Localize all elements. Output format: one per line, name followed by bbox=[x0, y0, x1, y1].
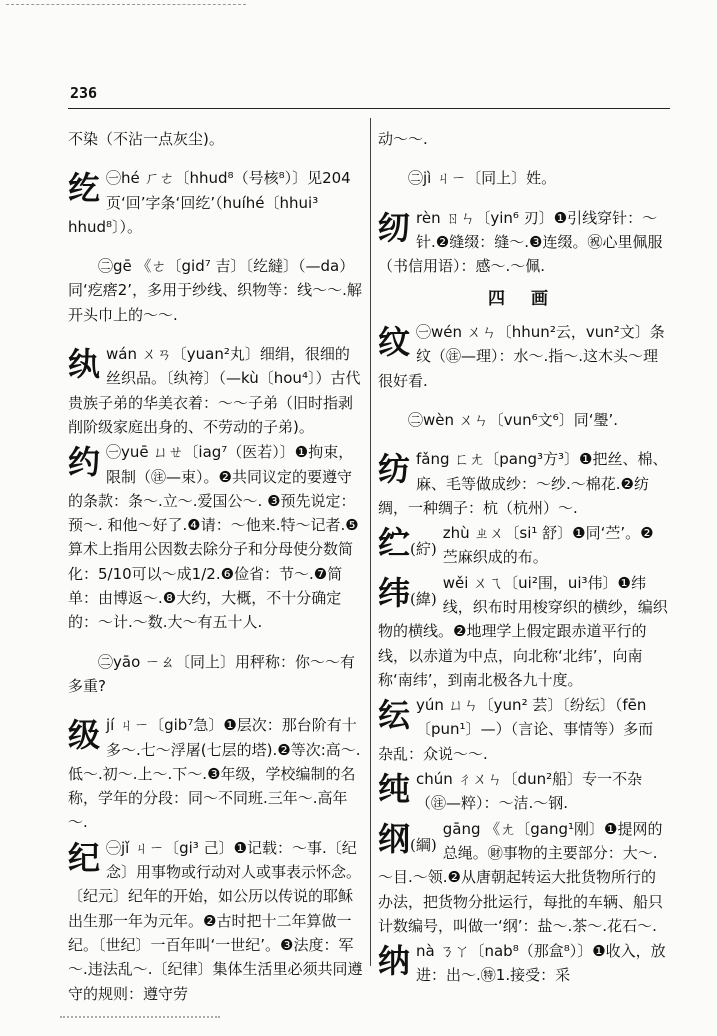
headword-char: 纭 bbox=[378, 696, 411, 735]
headword-char: 纨 bbox=[68, 345, 101, 384]
headword-char: 约 bbox=[68, 443, 101, 482]
entry-headword bbox=[68, 345, 101, 384]
entry-definition: zhù ㄓㄨ〔si¹ 舒〕❶同‘苎’。❷苎麻织成的布。 bbox=[442, 524, 654, 567]
headword-char: 纺 bbox=[378, 450, 411, 489]
headword-char: 纯 bbox=[378, 770, 411, 809]
dictionary-entry bbox=[68, 166, 364, 239]
page-number: 236 bbox=[70, 84, 98, 102]
header-rule bbox=[68, 108, 670, 109]
headword-char: 纥 bbox=[68, 169, 101, 208]
dictionary-entry bbox=[68, 342, 364, 439]
dictionary-entry bbox=[378, 521, 668, 570]
continued-text: 动～～. bbox=[378, 130, 428, 148]
dictionary-entry bbox=[378, 767, 668, 816]
dictionary-entry bbox=[378, 320, 668, 393]
headword-variant: (紵) bbox=[410, 540, 437, 559]
headword-char: 级 bbox=[68, 716, 101, 755]
dictionary-entry bbox=[378, 447, 668, 520]
entry-headword bbox=[378, 942, 411, 981]
entry-definition: ㊀wén ㄨㄣ〔hhun²云，vun²文〕条纹（㊟—理）：水～.指～.这木头～理很好看. bbox=[378, 323, 665, 390]
entry-headword bbox=[378, 573, 437, 612]
entry-definition: nà ㄋㄚ〔nab⁸（那盒⁸）〕❶收入，放进：出～.㊕1.接受：采 bbox=[416, 942, 666, 985]
entry-sub-reading: ㊁jì ㄐㄧ〔同上〕姓。 bbox=[408, 169, 557, 188]
entry-sub-reading: ㊁gē 《ㄜ〔gid⁷ 吉〕〔纥繨〕（—da）同‘疙瘩2’，多用于纱线、织物等：线～～.解开头巾上的～～. bbox=[68, 257, 362, 324]
headword-char: 纳 bbox=[378, 942, 411, 981]
headword-char: 纬 bbox=[378, 573, 411, 612]
entry-headword bbox=[378, 524, 437, 563]
entry-headword bbox=[68, 838, 101, 877]
entry-definition: wěi ㄨㄟ〔ui²围，ui³伟〕❶纬线，织布时用梭穿织的横纱，编织物的横线。❷地理学上假定跟赤道平行的线，以赤道为中点，向北称‘北纬’，向南称‘南纬’，到南北极各九十度。 bbox=[378, 573, 668, 689]
dictionary-entry bbox=[68, 836, 364, 1006]
dictionary-entry bbox=[68, 713, 364, 834]
entry-headword bbox=[378, 323, 411, 362]
entry-headword bbox=[68, 716, 101, 755]
left-column bbox=[68, 112, 364, 1007]
column-divider bbox=[370, 118, 371, 966]
headword-char: 纪 bbox=[68, 838, 101, 877]
entry-headword bbox=[378, 819, 437, 858]
bottom-smudge bbox=[60, 1016, 220, 1018]
entry-sub-reading: ㊁wèn ㄨㄣ〔vun⁶文⁶〕同‘璺’. bbox=[408, 410, 618, 429]
dictionary-entry bbox=[378, 206, 668, 279]
entry-definition: ㊀jǐ ㄐㄧ〔gi³ 己〕❶记载：～事.〔纪念〕用事物或行动对人或事表示怀念。〔纪元〕纪年的开始，如公历以传说的耶稣出生那一年为元年。❷古时把十二年算做一纪。〔世纪〕一百年叫‘一世纪’。❸法度：军～.违法乱～.〔纪律〕集体生活里必须共同遵守的规则：遵守劳 bbox=[68, 838, 363, 1003]
entry-headword bbox=[378, 770, 411, 809]
entry-definition: gāng 《ㄤ〔gang¹刚〕❶提网的总绳。㊖事物的主要部分：大～.～目.～领.❷从唐朝起转运大批货物所行的办法，把货物分批运行，每批的车辆、船只计数编号，叫做一‘纲’：盐～.茶～.花石～. bbox=[378, 819, 664, 935]
entry-headword bbox=[68, 443, 101, 482]
top-edge-rule bbox=[6, 4, 246, 5]
entry-definition: yún ㄩㄣ〔yun² 芸〕〔纷纭〕（fēn〔pun¹〕—）（言论、事情等）多而杂乱：众说～～. bbox=[378, 696, 654, 763]
entry-definition: jí ㄐㄧ〔gib⁷急〕❶层次：那台阶有十多～.七～浮屠(七层的塔).❷等次:高～.低～.初～.上～.下～.❸年级，学校编制的名称，学年的分段：同～不同班.三年～.高年～. bbox=[68, 716, 361, 832]
entry-definition: rèn ㄖㄣ〔yin⁶ 刃〕❶引线穿针：～针.❷缝缀：缝～.❸连缀。㊗心里佩服（书信用语）：感～.～佩. bbox=[378, 208, 663, 276]
entry-headword bbox=[68, 169, 101, 208]
entry-headword bbox=[378, 696, 411, 735]
right-column bbox=[378, 112, 668, 989]
entry-sub-reading: ㊁yāo ㄧㄠ〔同上〕用秤称：你～～有多重? bbox=[68, 652, 356, 695]
headword-variant: (綱) bbox=[410, 835, 437, 854]
entry-definition: wán ㄨㄢ〔yuan²丸〕细绢，很细的丝织品。〔纨袴〕（—kù〔hou⁴〕）古代贵族子弟的华美衣着：～～子弟（旧时指剥削阶级家庭出身的、不劳动的子弟)。 bbox=[68, 345, 361, 436]
headword-char: 纫 bbox=[378, 208, 411, 247]
continued-text: 不染（不沾一点灰尘)。 bbox=[68, 130, 224, 148]
dictionary-entry bbox=[378, 817, 668, 938]
section-heading: 四 画 bbox=[488, 289, 558, 310]
entry-headword bbox=[378, 208, 411, 247]
headword-char: 纲 bbox=[378, 819, 411, 858]
dictionary-entry bbox=[378, 571, 668, 692]
entry-definition: chún ㄔㄨㄣ〔dun²船〕专一不杂（㊟—粹）：～洁.～钢. bbox=[416, 770, 643, 813]
headword-char: 纹 bbox=[378, 323, 411, 362]
headword-char: 纻 bbox=[378, 524, 411, 563]
dictionary-entry bbox=[378, 693, 668, 766]
entry-definition: fǎng ㄈㄤ〔pang³方³〕❶把丝、棉、麻、毛等做成纱：～纱.～棉花.❷纺绸，一种绸子：杭（杭州）～. bbox=[378, 450, 668, 517]
entry-headword bbox=[378, 450, 411, 489]
entry-definition: ㊀hé ㄏㄜ〔hhud⁸（号核⁸）〕见204页‘回’字条‘回纥’（huíhé〔hhui³ hhud⁸〕）。 bbox=[68, 169, 351, 236]
dictionary-entry bbox=[378, 939, 668, 988]
dictionary-entry bbox=[68, 440, 364, 634]
headword-variant: (緯) bbox=[410, 589, 437, 608]
entry-definition: ㊀yuē ㄩㄝ〔iag⁷（医若）〕❶拘束，限制（㊟—束）。❷共同议定的要遵守的条款：条～.立～.爱国公～. ❸预先说定：预～. 和他～好了.❹请：～他来.特～记者.❺算术上指用公因数去除分子和分母使分数简化：5/10可以～成1/2.❻俭省：节～.❼简单：由博返～.❽大约，大概，不十分确定的：～计.～数.大～有五十人. bbox=[68, 443, 359, 632]
